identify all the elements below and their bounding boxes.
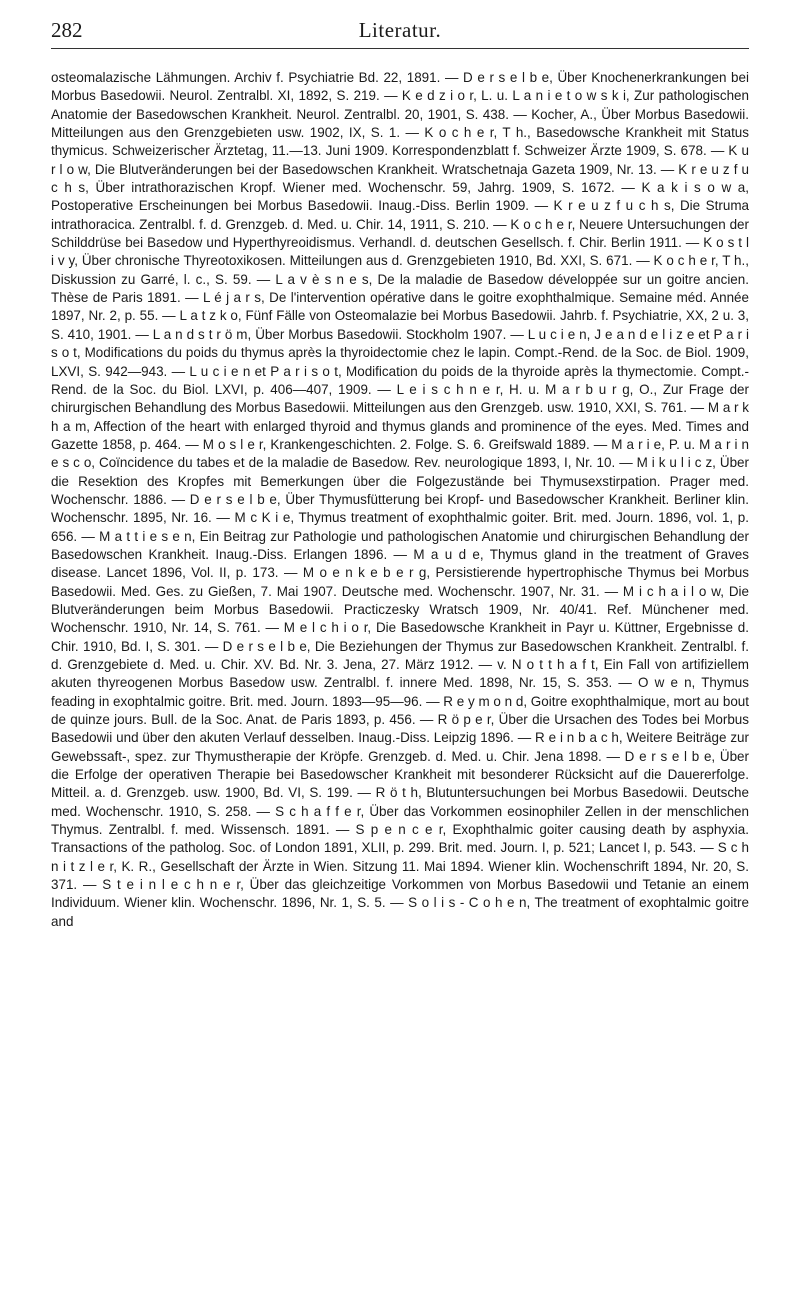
bibliography-text <box>51 69 749 931</box>
bibliography-paragraph: osteomalazische Lähmungen. Archiv f. Psychiatrie Bd. 22, 1891. — D e r s e l b e, Über Knochenerkrankungen bei Morbus Basedowii. Neurol. Zentralbl. XI, 1892, S. 219. — K e d z i o r, L. u. L a n i e t o w s k i, Zur pathologischen Anatomie der Basedowschen Krankheit. Neurol. Zentralbl. 20, 1901, S. 438. — Kocher, A., Über Morbus Basedowii. Mitteilungen aus den Grenzgebieten usw. 1902, IX, S. 1. — K o c h e r, T h., Basedowsche Krankheit mit Status thymicus. Schweizerischer Ärztetag, 11.—13. Juni 1909. Korrespondenzblatt f. Schweizer Ärzte 1909, S. 678. — K u r l o w, Die Blutveränderungen bei der Basedowschen Krankheit. Wratschetnaja Gazeta 1909, Nr. 13. — K r e u z f u c h s, Über intrathorazischen Kropf. Wiener med. Wochenschr. 59, Jahrg. 1909, S. 1672. — K a k i s o w a, Postoperative Erscheinungen bei Morbus Basedowii. Inaug.-Diss. Berlin 1909. — K r e u z f u c h s, Die Struma intrathoracica. Zentralbl. f. d. Grenzgeb. d. Med. u. Chir. 14, 1911, S. 210. — K o c h e r, Neuere Untersuchungen der Schilddrüse bei Basedow und Hyperthyreoidismus. Verhandl. d. deutschen Gesellsch. f. Chir. Berlin 1911. — K o s t l i v y, Über chronische Thyreotoxikosen. Mitteilungen aus d. Grenzgebieten 1910, Bd. XXI, S. 671. — K o c h e r, T h., Diskussion zu Garré, l. c., S. 59. — L a v è s n e s, De la maladie de Basedow développée sur un goitre ancien. Thèse de Paris 1891. — L é j a r s, De l'intervention opérative dans le goitre exophthalmique. Semaine méd. Année 1897, Nr. 2, p. 55. — L a t z k o, Fünf Fälle von Osteomalazie bei Morbus Basedowii. Jahrb. f. Psychiatrie, XX, 2 u. 3, S. 410, 1901. — L a n d s t r ö m, Über Morbus Basedowii. Stockholm 1907. — L u c i e n, J e a n d e l i z e et P a r i s o t, Modifications du poids du thymus après la thyroidectomie chez le lapin. Compt.-Rend. de la Soc. de Biol. 1909, LXVI, S. 942—943. — L u c i e n et P a r i s o t, Modification du poids de la thyroide après la thymectomie. Compt.-Rend. de la Soc. du Biol. LXVI, p. 406—407, 1909. — L e i s c h n e r, H. u. M a r b u r g, O., Zur Frage der chirurgischen Behandlung des Morbus Basedowii. Mitteilungen aus den Grenzgeb. usw. 1910, XXI, S. 761. — M a r k h a m, Affection of the heart with enlarged thyroid and thymus glands and prominence of the eyes. Med. Times and Gazette 1858, p. 464. — M o s l e r, Krankengeschichten. 2. Folge. S. 6. Greifswald 1889. — M a r i e, P. u. M a r i n e s c o, Coïncidence du tabes et de la maladie de Basedow. Rev. neurologique 1893, I, Nr. 10. — M i k u l i c z, Über die Resektion des Kropfes mit Bemerkungen über die Folgezustände bei Thymusexstirpation. Prager med. Wochenschr. 1886. — D e r s e l b e, Über Thymusfütterung bei Kropf- und Basedowscher Krankheit. Berliner klin. Wochenschr. 1895, Nr. 16. — M c K i e, Thymus treatment of exophthalmic goiter. Brit. med. Journ. 1896, vol. 1, p. 656. — M a t t i e s e n, Ein Beitrag zur Pathologie und pathologischen Anatomie und chirurgischen Behandlung der Basedowschen Krankheit. Inaug.-Diss. Erlangen 1896. — M a u d e, Thymus gland in the treatment of Graves disease. Lancet 1896, Vol. II, p. 173. — M o e n k e b e r g, Persistierende hypertrophische Thymus bei Morbus Basedowii. Med. Ges. zu Gießen, 7. Mai 1907. Deutsche med. Wochenschr. 1907, Nr. 31. — M i c h a i l o w, Die Blutveränderungen beim Morbus Basedowii. Practiczesky Wratsch 1909, Nr. 40/41. Ref. Münchener med. Wochenschr. 1910, Nr. 14, S. 761. — M e l c h i o r, Die Basedowsche Krankheit in Payr u. Küttner, Ergebnisse d. Chir. 1910, Bd. I, S. 301. — D e r s e l b e, Die Beziehungen der Thymus zur Basedowschen Krankheit. Zentralbl. f. d. Grenzgebiete d. Med. u. Chir. XV. Bd. Nr. 3. Jena, 27. März 1912. — v. N o t t h a f t, Ein Fall von artifiziellem akuten thyreogenen Morbus Basedow usw. Zentralbl. f. innere Med. 1898, Nr. 15, S. 353. — O w e n, Thymus feading in exophtalmic goitre. Brit. med. Journ. 1893—95—96. — R e y m o n d, Goitre exophthalmique, mort au bout de quinze jours. Bull. de la Soc. Anat. de Paris 1893, p. 456. — R ö p e r, Über die Ursachen des Todes bei Morbus Basedowii und über den akuten Verlauf desselben. Inaug.-Diss. Leipzig 1896. — R e i n b a c h, Weitere Beiträge zur Gewebssaft-, spez. zur Thymustherapie der Kröpfe. Grenzgeb. d. Med. u. Chir. Jena 1898. — D e r s e l b e, Über die Erfolge der operativen Therapie bei Basedowscher Krankheit mit besonderer Rücksicht auf die Dauererfolge. Mitteil. a. d. Grenzgeb. usw. 1900, Bd. VI, S. 199. — R ö t h, Blutuntersuchungen bei Morbus Basedowii. Deutsche med. Wochenschr. 1910, S. 258. — S c h a f f e r, Über das Vorkommen eosinophiler Zellen in der menschlichen Thymus. Zentralbl. f. med. Wissensch. 1891. — S p e n c e r, Exophthalmic goiter causing death by asphyxia. Transactions of the patholog. Soc. of London 1891, XLII, p. 299. Brit. med. Journ. I, p. 521; Lancet I, p. 543. — S c h n i t z l e r, K. R., Gesellschaft der Ärzte in Wien. Sitzung 11. Mai 1894. Wiener klin. Wochenschrift 1894, Nr. 20, S. 371. — S t e i n l e c h n e r, Über das gleichzeitige Vorkommen von Morbus Basedowii und Tetanie an einem Individuum. Wiener klin. Wochenschr. 1896, Nr. 1, S. 5. — S o l i s - C o h e n, The treatment of exophtalmic goitre and <box>51 70 749 929</box>
running-head <box>51 18 749 49</box>
page-number: 282 <box>51 18 83 42</box>
running-title: Literatur. <box>358 18 442 42</box>
